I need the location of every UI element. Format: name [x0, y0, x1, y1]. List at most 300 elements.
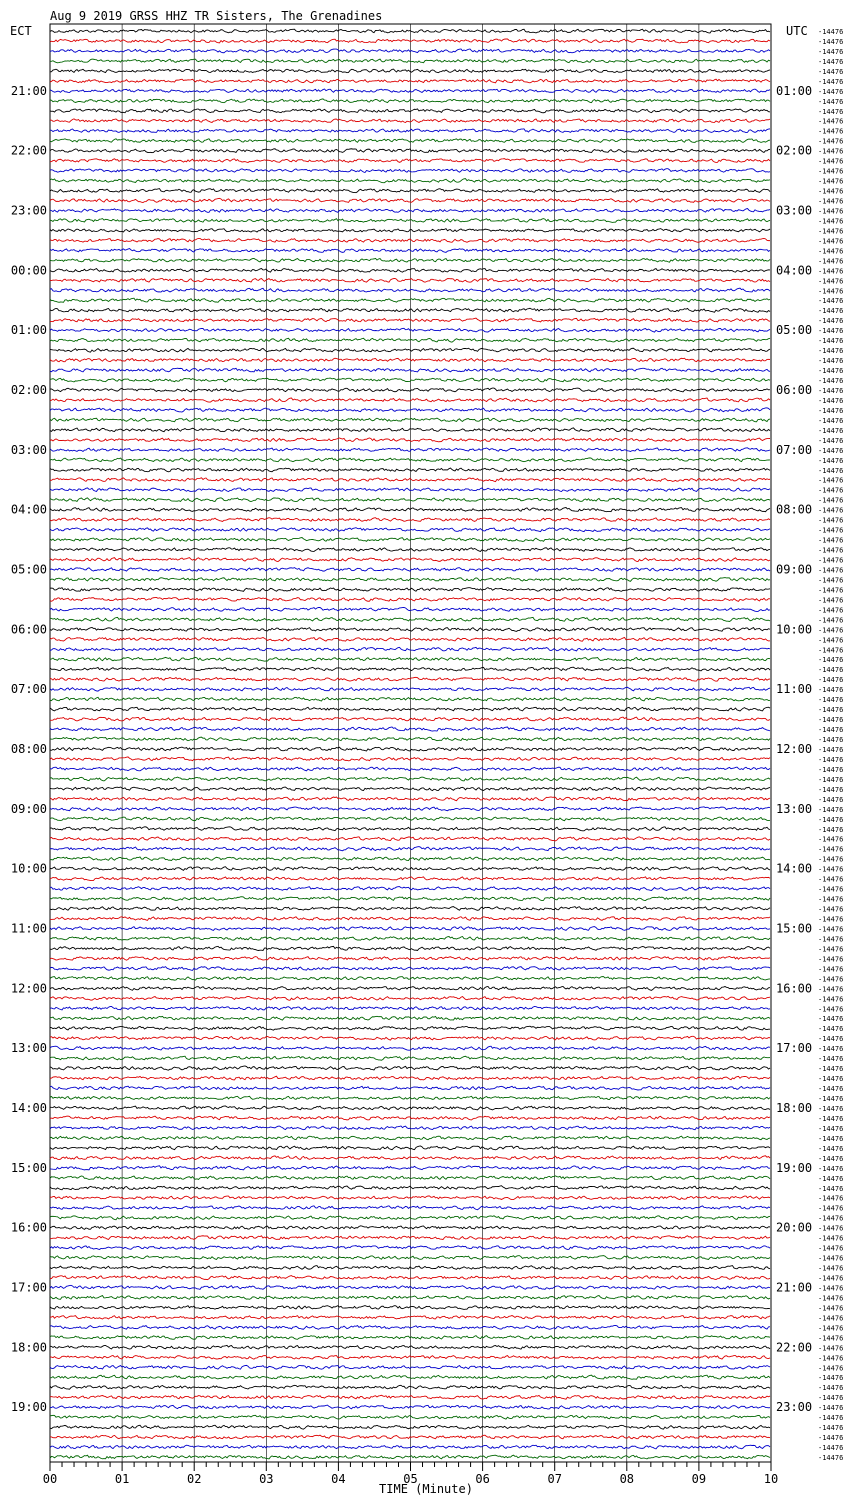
- seismic-trace: [50, 597, 770, 601]
- seismic-trace: [50, 1076, 770, 1080]
- trace-scale-label: -14476: [818, 865, 844, 874]
- seismic-trace: [50, 677, 770, 681]
- seismic-trace: [50, 468, 770, 472]
- trace-scale-label: -14476: [818, 696, 844, 705]
- trace-scale-label: -14476: [818, 1214, 844, 1223]
- right-hour-label: 07:00: [776, 442, 813, 457]
- seismic-trace: [50, 418, 770, 422]
- left-hour-label: 16:00: [10, 1220, 47, 1235]
- trace-scale-label: -14476: [818, 1095, 844, 1104]
- trace-scale-label: -14476: [818, 117, 844, 126]
- seismic-trace: [50, 697, 770, 701]
- trace-scale-label: -14476: [818, 147, 844, 156]
- seismic-trace: [50, 627, 770, 631]
- trace-scale-label: -14476: [818, 1354, 844, 1363]
- left-hour-label: 10:00: [10, 861, 47, 876]
- trace-scale-label: -14476: [818, 556, 844, 565]
- seismic-trace: [50, 159, 770, 163]
- trace-scale-label: -14476: [818, 77, 844, 86]
- trace-scale-label: -14476: [818, 765, 844, 774]
- right-hour-label: 20:00: [776, 1220, 813, 1235]
- seismic-trace: [50, 1196, 770, 1200]
- seismic-trace: [50, 229, 770, 232]
- trace-scale-label: -14476: [818, 546, 844, 555]
- trace-scale-label: -14476: [818, 317, 844, 326]
- trace-scale-label: -14476: [818, 636, 844, 645]
- seismic-trace: [50, 1296, 770, 1300]
- seismic-trace: [50, 867, 770, 871]
- trace-scale-label: -14476: [818, 656, 844, 665]
- seismic-trace: [50, 1415, 770, 1419]
- left-hour-label: 06:00: [10, 622, 47, 637]
- right-hour-label: 13:00: [776, 801, 813, 816]
- seismic-trace: [50, 1126, 770, 1130]
- seismic-trace: [50, 149, 770, 153]
- seismic-trace: [50, 428, 770, 432]
- seismic-trace: [50, 338, 770, 342]
- trace-scale-label: -14476: [818, 676, 844, 685]
- seismic-trace: [50, 209, 770, 213]
- x-tick-label: 04: [331, 1472, 346, 1486]
- seismic-trace: [50, 139, 770, 143]
- right-hour-label: 08:00: [776, 502, 813, 517]
- right-hour-label: 05:00: [776, 323, 813, 338]
- seismic-trace: [50, 1106, 770, 1110]
- trace-scale-label: -14476: [818, 875, 844, 884]
- trace-scale-label: -14476: [818, 1274, 844, 1283]
- seismic-trace: [50, 937, 770, 941]
- seismic-trace: [50, 378, 770, 382]
- x-tick-label: 10: [763, 1472, 779, 1486]
- seismic-trace: [50, 1276, 770, 1280]
- seismic-trace: [50, 368, 770, 372]
- seismic-trace: [50, 996, 770, 1000]
- trace-scale-label: -14476: [818, 307, 844, 316]
- trace-scale-label: -14476: [818, 47, 844, 56]
- seismic-trace: [50, 438, 770, 442]
- trace-scale-label: -14476: [818, 716, 844, 725]
- seismic-trace: [50, 1006, 770, 1010]
- seismic-trace: [50, 1026, 770, 1030]
- seismic-trace: [50, 169, 770, 173]
- right-hour-label: 02:00: [776, 143, 813, 158]
- seismic-trace: [50, 1435, 770, 1439]
- x-axis-label: TIME (Minute): [379, 1482, 473, 1496]
- left-hour-label: 13:00: [10, 1041, 47, 1056]
- trace-scale-label: -14476: [818, 1454, 844, 1463]
- trace-scale-label: -14476: [818, 1264, 844, 1273]
- trace-scale-label: -14476: [818, 127, 844, 136]
- seismic-trace: [50, 308, 770, 312]
- trace-scale-label: -14476: [818, 726, 844, 735]
- seismic-trace: [50, 667, 770, 671]
- seismic-trace: [50, 747, 770, 751]
- seismic-trace: [50, 198, 770, 202]
- seismic-trace: [50, 39, 770, 43]
- seismic-trace: [50, 189, 770, 193]
- trace-scale-label: -14476: [818, 666, 844, 675]
- trace-scale-label: -14476: [818, 1244, 844, 1253]
- trace-scale-label: -14476: [818, 386, 844, 395]
- seismic-trace: [50, 219, 770, 223]
- seismic-trace: [50, 558, 770, 562]
- trace-scale-label: -14476: [818, 755, 844, 764]
- trace-scale-label: -14476: [818, 915, 844, 924]
- x-tick-label: 08: [619, 1472, 635, 1486]
- trace-scale-label: -14476: [818, 1294, 844, 1303]
- trace-scale-label: -14476: [818, 845, 844, 854]
- seismic-trace: [50, 538, 770, 542]
- trace-scale-label: -14476: [818, 347, 844, 356]
- seismic-trace: [50, 398, 770, 402]
- trace-scale-label: -14476: [818, 616, 844, 625]
- trace-scale-label: -14476: [818, 1224, 844, 1233]
- seismic-trace: [50, 607, 770, 611]
- trace-scale-label: -14476: [818, 1444, 844, 1453]
- trace-scale-label: -14476: [818, 985, 844, 994]
- seismic-trace: [50, 69, 770, 73]
- seismic-trace: [50, 956, 770, 960]
- trace-scale-label: -14476: [818, 995, 844, 1004]
- left-hour-label: 22:00: [10, 143, 47, 158]
- seismic-trace: [50, 1156, 770, 1160]
- seismic-trace: [50, 179, 770, 183]
- trace-scale-label: -14476: [818, 476, 844, 485]
- trace-scale-label: -14476: [818, 1384, 844, 1393]
- trace-scale-label: -14476: [818, 1055, 844, 1064]
- seismic-trace: [50, 1445, 770, 1449]
- seismic-trace: [50, 1096, 770, 1099]
- trace-scale-label: -14476: [818, 1045, 844, 1054]
- seismic-trace: [50, 1176, 770, 1180]
- seismic-trace: [50, 249, 770, 253]
- chart-title: Aug 9 2019 GRSS HHZ TR Sisters, The Grenadines: [50, 9, 383, 23]
- trace-scale-label: -14476: [818, 97, 844, 106]
- right-hour-label: 01:00: [776, 83, 813, 98]
- seismic-trace: [50, 388, 770, 392]
- seismic-trace: [50, 907, 770, 911]
- seismic-trace: [50, 89, 770, 93]
- x-tick-label: 09: [691, 1472, 707, 1486]
- left-hour-label: 02:00: [10, 382, 47, 397]
- trace-scale-label: -14476: [818, 1434, 844, 1443]
- trace-scale-label: -14476: [818, 396, 844, 405]
- seismic-trace: [50, 1036, 770, 1040]
- trace-scale-label: -14476: [818, 237, 844, 246]
- trace-scale-label: -14476: [818, 965, 844, 974]
- trace-scale-label: -14476: [818, 207, 844, 216]
- right-hour-label: 11:00: [776, 682, 813, 697]
- seismic-trace: [50, 269, 770, 273]
- seismic-trace: [50, 1285, 770, 1289]
- x-tick-label: 05: [403, 1472, 418, 1486]
- seismic-trace: [50, 29, 770, 33]
- trace-scale-label: -14476: [818, 745, 844, 754]
- seismic-trace: [50, 657, 770, 661]
- trace-scale-label: -14476: [818, 596, 844, 605]
- trace-scale-label: -14476: [818, 1284, 844, 1293]
- left-hour-label: 12:00: [10, 981, 47, 996]
- trace-scale-label: -14476: [818, 1085, 844, 1094]
- seismic-trace: [50, 578, 770, 582]
- trace-scale-label: -14476: [818, 187, 844, 196]
- right-hour-label: 15:00: [776, 921, 813, 936]
- trace-scale-label: -14476: [818, 835, 844, 844]
- seismic-trace: [50, 1246, 770, 1250]
- trace-scale-label: -14476: [818, 247, 844, 256]
- left-hour-label: 15:00: [10, 1160, 47, 1175]
- trace-scale-label: -14476: [818, 1075, 844, 1084]
- trace-scale-label: -14476: [818, 367, 844, 376]
- trace-scale-label: -14476: [818, 177, 844, 186]
- x-tick-label: 01: [114, 1472, 130, 1486]
- right-hour-label: 21:00: [776, 1280, 813, 1295]
- trace-scale-label: -14476: [818, 1114, 844, 1123]
- seismic-trace: [50, 1385, 770, 1389]
- seismic-trace: [50, 318, 770, 322]
- right-hour-label: 22:00: [776, 1340, 813, 1355]
- seismic-trace: [50, 478, 770, 482]
- trace-scale-label: -14476: [818, 586, 844, 595]
- trace-scale-label: -14476: [818, 267, 844, 276]
- seismic-trace: [50, 258, 770, 262]
- trace-scale-label: -14476: [818, 1394, 844, 1403]
- seismic-trace: [50, 99, 770, 103]
- trace-scale-label: -14476: [818, 646, 844, 655]
- trace-scale-label: -14476: [818, 1104, 844, 1113]
- seismic-trace: [50, 1226, 770, 1230]
- x-tick-label: 03: [259, 1472, 274, 1486]
- seismic-trace: [50, 837, 770, 841]
- trace-scale-label: -14476: [818, 1134, 844, 1143]
- left-hour-label: 07:00: [10, 682, 47, 697]
- trace-scale-label: -14476: [818, 1065, 844, 1074]
- left-hour-label: 00:00: [10, 263, 47, 278]
- seismic-trace: [50, 288, 770, 292]
- seismic-trace: [50, 1365, 770, 1369]
- trace-scale-label: -14476: [818, 1184, 844, 1193]
- seismic-trace: [50, 348, 770, 352]
- right-hour-label: 16:00: [776, 981, 813, 996]
- seismic-trace: [50, 617, 770, 621]
- trace-scale-label: -14476: [818, 736, 844, 745]
- seismic-trace: [50, 707, 770, 711]
- left-hour-label: 09:00: [10, 801, 47, 816]
- trace-scale-label: -14476: [818, 1025, 844, 1034]
- trace-scale-label: -14476: [818, 536, 844, 545]
- seismic-trace: [50, 927, 770, 931]
- trace-scale-label: -14476: [818, 327, 844, 336]
- seismic-trace: [50, 328, 770, 332]
- right-hour-label: 04:00: [776, 263, 813, 278]
- trace-scale-label: -14476: [818, 157, 844, 166]
- trace-scale-label: -14476: [818, 686, 844, 695]
- trace-scale-label: -14476: [818, 1154, 844, 1163]
- trace-scale-label: -14476: [818, 1234, 844, 1243]
- right-hour-label: 06:00: [776, 382, 813, 397]
- trace-scale-label: -14476: [818, 905, 844, 914]
- trace-scale-label: -14476: [818, 1035, 844, 1044]
- seismic-trace: [50, 817, 770, 821]
- seismic-trace: [50, 508, 770, 512]
- seismic-trace: [50, 687, 770, 691]
- seismic-trace: [50, 1306, 770, 1310]
- trace-scale-label: -14476: [818, 496, 844, 505]
- trace-scale-label: -14476: [818, 1364, 844, 1373]
- trace-scale-label: -14476: [818, 1334, 844, 1343]
- right-timezone-label: UTC: [786, 24, 808, 38]
- right-hour-label: 12:00: [776, 741, 813, 756]
- trace-scale-label: -14476: [818, 1194, 844, 1203]
- trace-scale-label: -14476: [818, 955, 844, 964]
- trace-scale-label: -14476: [818, 436, 844, 445]
- trace-scale-label: -14476: [818, 197, 844, 206]
- seismic-trace: [50, 1206, 770, 1210]
- trace-scale-label: -14476: [818, 257, 844, 266]
- trace-scale-label: -14476: [818, 1144, 844, 1153]
- seismic-trace: [50, 1146, 770, 1150]
- left-hour-label: 11:00: [10, 921, 47, 936]
- seismic-trace: [50, 1216, 770, 1220]
- seismic-trace: [50, 637, 770, 641]
- seismic-trace: [50, 946, 770, 950]
- trace-scale-label: -14476: [818, 895, 844, 904]
- seismic-trace: [50, 847, 770, 851]
- seismic-trace: [50, 49, 770, 53]
- trace-scale-label: -14476: [818, 516, 844, 525]
- trace-scale-label: -14476: [818, 107, 844, 116]
- trace-scale-label: -14476: [818, 775, 844, 784]
- seismic-trace: [50, 1345, 770, 1349]
- seismic-trace: [50, 1066, 770, 1070]
- seismic-trace: [50, 1136, 770, 1140]
- trace-scale-label: -14476: [818, 1124, 844, 1133]
- seismic-trace: [50, 1266, 770, 1270]
- trace-scale-label: -14476: [818, 486, 844, 495]
- trace-scale-label: -14476: [818, 1304, 844, 1313]
- trace-scale-label: -14476: [818, 855, 844, 864]
- trace-scale-label: -14476: [818, 506, 844, 515]
- trace-scale-label: -14476: [818, 706, 844, 715]
- trace-scale-label: -14476: [818, 785, 844, 794]
- seismic-trace: [50, 358, 770, 362]
- seismic-trace: [50, 1356, 770, 1360]
- seismic-trace: [50, 727, 770, 731]
- left-hour-label: 05:00: [10, 562, 47, 577]
- left-hour-label: 01:00: [10, 323, 47, 338]
- trace-scale-label: -14476: [818, 426, 844, 435]
- trace-scale-label: -14476: [818, 297, 844, 306]
- seismic-trace: [50, 298, 770, 302]
- seismic-trace: [50, 787, 770, 791]
- seismic-trace: [50, 857, 770, 861]
- right-hour-label: 17:00: [776, 1041, 813, 1056]
- seismic-trace: [50, 647, 770, 651]
- x-tick-label: 00: [42, 1472, 58, 1486]
- seismic-trace: [50, 767, 770, 771]
- seismic-trace: [50, 548, 770, 552]
- seismic-trace: [50, 528, 770, 532]
- trace-scale-label: -14476: [818, 795, 844, 804]
- trace-scale-label: -14476: [818, 416, 844, 425]
- trace-scale-label: -14476: [818, 277, 844, 286]
- trace-scale-label: -14476: [818, 975, 844, 984]
- seismic-trace: [50, 1325, 770, 1329]
- left-hour-label: 14:00: [10, 1100, 47, 1115]
- trace-scale-label: -14476: [818, 1344, 844, 1353]
- left-timezone-label: ECT: [10, 24, 32, 38]
- seismic-trace: [50, 797, 770, 801]
- seismic-trace: [50, 1256, 770, 1260]
- trace-scale-label: -14476: [818, 1015, 844, 1024]
- seismic-trace: [50, 977, 770, 981]
- seismic-trace: [50, 717, 770, 721]
- right-hour-label: 09:00: [776, 562, 813, 577]
- seismic-trace: [50, 737, 770, 741]
- trace-scale-label: -14476: [818, 167, 844, 176]
- seismic-trace: [50, 1016, 770, 1020]
- trace-scale-label: -14476: [818, 137, 844, 146]
- left-hour-label: 17:00: [10, 1280, 47, 1295]
- trace-scale-label: -14476: [818, 1414, 844, 1423]
- seismic-trace: [50, 757, 770, 761]
- trace-scale-label: -14476: [818, 1204, 844, 1213]
- trace-scale-label: -14476: [818, 456, 844, 465]
- seismic-trace: [50, 488, 770, 492]
- trace-scale-label: -14476: [818, 466, 844, 475]
- trace-scale-label: -14476: [818, 1174, 844, 1183]
- trace-scale-label: -14476: [818, 1374, 844, 1383]
- trace-scale-label: -14476: [818, 217, 844, 226]
- left-hour-label: 19:00: [10, 1400, 47, 1415]
- seismic-trace: [50, 1405, 770, 1409]
- right-hour-label: 18:00: [776, 1100, 813, 1115]
- right-hour-label: 03:00: [776, 203, 813, 218]
- seismic-trace: [50, 1046, 770, 1050]
- trace-scale-label: -14476: [818, 825, 844, 834]
- seismic-trace: [50, 448, 770, 452]
- trace-scale-label: -14476: [818, 626, 844, 635]
- trace-scale-label: -14476: [818, 37, 844, 46]
- seismic-trace: [50, 408, 770, 412]
- trace-scale-label: -14476: [818, 67, 844, 76]
- seismic-trace: [50, 59, 770, 63]
- trace-scale-label: -14476: [818, 57, 844, 66]
- trace-scale-label: -14476: [818, 885, 844, 894]
- seismic-trace: [50, 1086, 770, 1090]
- trace-scale-label: -14476: [818, 576, 844, 585]
- seismic-trace: [50, 1455, 770, 1459]
- trace-scale-label: -14476: [818, 526, 844, 535]
- seismic-trace: [50, 458, 770, 462]
- left-hour-label: 18:00: [10, 1340, 47, 1355]
- trace-scale-label: -14476: [818, 945, 844, 954]
- seismic-trace: [50, 1166, 770, 1170]
- seismic-trace: [50, 1336, 770, 1340]
- seismic-trace: [50, 79, 770, 83]
- trace-scale-label: -14476: [818, 1424, 844, 1433]
- trace-scale-label: -14476: [818, 87, 844, 96]
- seismic-trace: [50, 238, 770, 242]
- trace-scale-label: -14476: [818, 227, 844, 236]
- trace-scale-label: -14476: [818, 377, 844, 386]
- seismic-trace: [50, 1236, 770, 1240]
- seismic-trace: [50, 986, 770, 990]
- seismic-trace: [50, 777, 770, 781]
- right-hour-label: 10:00: [776, 622, 813, 637]
- seismic-trace: [50, 1056, 770, 1060]
- seismic-trace: [50, 109, 770, 113]
